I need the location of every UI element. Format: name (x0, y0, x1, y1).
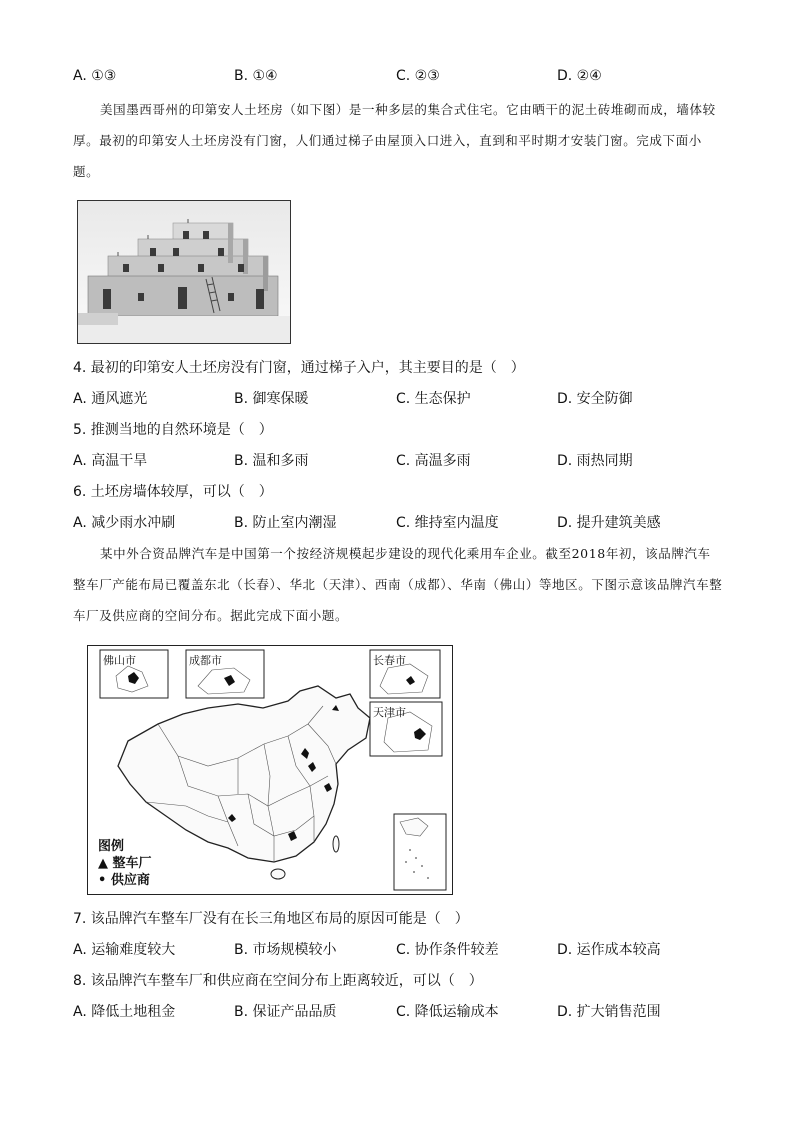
q3-option-d: D. ②④ (557, 68, 602, 84)
q4-stem: 4. 最初的印第安人土坯房没有门窗，通过梯子入户，其主要目的是（ ） (73, 360, 525, 376)
q8-option-b: B. 保证产品品质 (234, 1004, 337, 1020)
q4-option-a: A. 通风遮光 (73, 391, 148, 407)
inset-label-changchun: 长春市 (373, 654, 406, 667)
q6-option-d: D. 提升建筑美感 (557, 515, 661, 531)
q3-option-a: A. ①③ (73, 68, 117, 84)
adobe-house-photo (77, 200, 291, 344)
q6-option-c: C. 维持室内温度 (396, 515, 499, 531)
passage-adobe-house: 美国墨西哥州的印第安人土坯房（如下图）是一种多层的集合式住宅。它由晒干的泥土砖堆砌而成，墙体较厚。最初的印第安人土坯房没有门窗，人们通过梯子由屋顶入口进入，直到和平时期才安装门窗。完成下面小题。 (73, 102, 716, 179)
q8-option-c: C. 降低运输成本 (396, 1004, 499, 1020)
china-factory-map (87, 645, 453, 895)
q6-option-b: B. 防止室内潮湿 (234, 515, 337, 531)
q7-option-d: D. 运作成本较高 (557, 942, 661, 958)
q7-option-b: B. 市场规模较小 (234, 942, 337, 958)
legend-assembly-plant: ▲ 整车厂 (98, 856, 152, 871)
q3-option-c: C. ②③ (396, 68, 440, 84)
q6-option-a: A. 减少雨水冲刷 (73, 515, 176, 531)
inset-label-foshan: 佛山市 (103, 654, 136, 667)
q4-option-b: B. 御寒保暖 (234, 391, 309, 407)
q5-stem: 5. 推测当地的自然环境是（ ） (73, 422, 273, 438)
q5-option-b: B. 温和多雨 (234, 453, 309, 469)
q4-option-c: C. 生态保护 (396, 391, 471, 407)
inset-label-tianjin: 天津市 (373, 706, 406, 719)
q7-option-c: C. 协作条件较差 (396, 942, 499, 958)
legend-supplier: • 供应商 (98, 873, 150, 888)
q8-option-d: D. 扩大销售范围 (557, 1004, 661, 1020)
q7-stem: 7. 该品牌汽车整车厂没有在长三角地区布局的原因可能是（ ） (73, 911, 469, 927)
q7-option-a: A. 运输难度较大 (73, 942, 176, 958)
q3-option-b: B. ①④ (234, 68, 278, 84)
q8-option-a: A. 降低土地租金 (73, 1004, 176, 1020)
q5-option-a: A. 高温干旱 (73, 453, 148, 469)
q5-option-d: D. 雨热同期 (557, 453, 633, 469)
legend-title: 图例 (98, 839, 125, 854)
q5-option-c: C. 高温多雨 (396, 453, 471, 469)
map-legend (98, 838, 152, 889)
inset-label-chengdu: 成都市 (189, 654, 222, 667)
q4-option-d: D. 安全防御 (557, 391, 633, 407)
q8-stem: 8. 该品牌汽车整车厂和供应商在空间分布上距离较近，可以（ ） (73, 973, 483, 989)
passage-car-maker: 某中外合资品牌汽车是中国第一个按经济规模起步建设的现代化乘用车企业。截至2018年初，该品牌汽车整车厂产能布局已覆盖东北（长春）、华北（天津）、西南（成都）、华南（佛山）等地区。下图示意该品牌汽车整车厂及供应商的空间分布。据此完成下面小题。 (73, 546, 723, 623)
q6-stem: 6. 土坯房墙体较厚，可以（ ） (73, 484, 273, 500)
